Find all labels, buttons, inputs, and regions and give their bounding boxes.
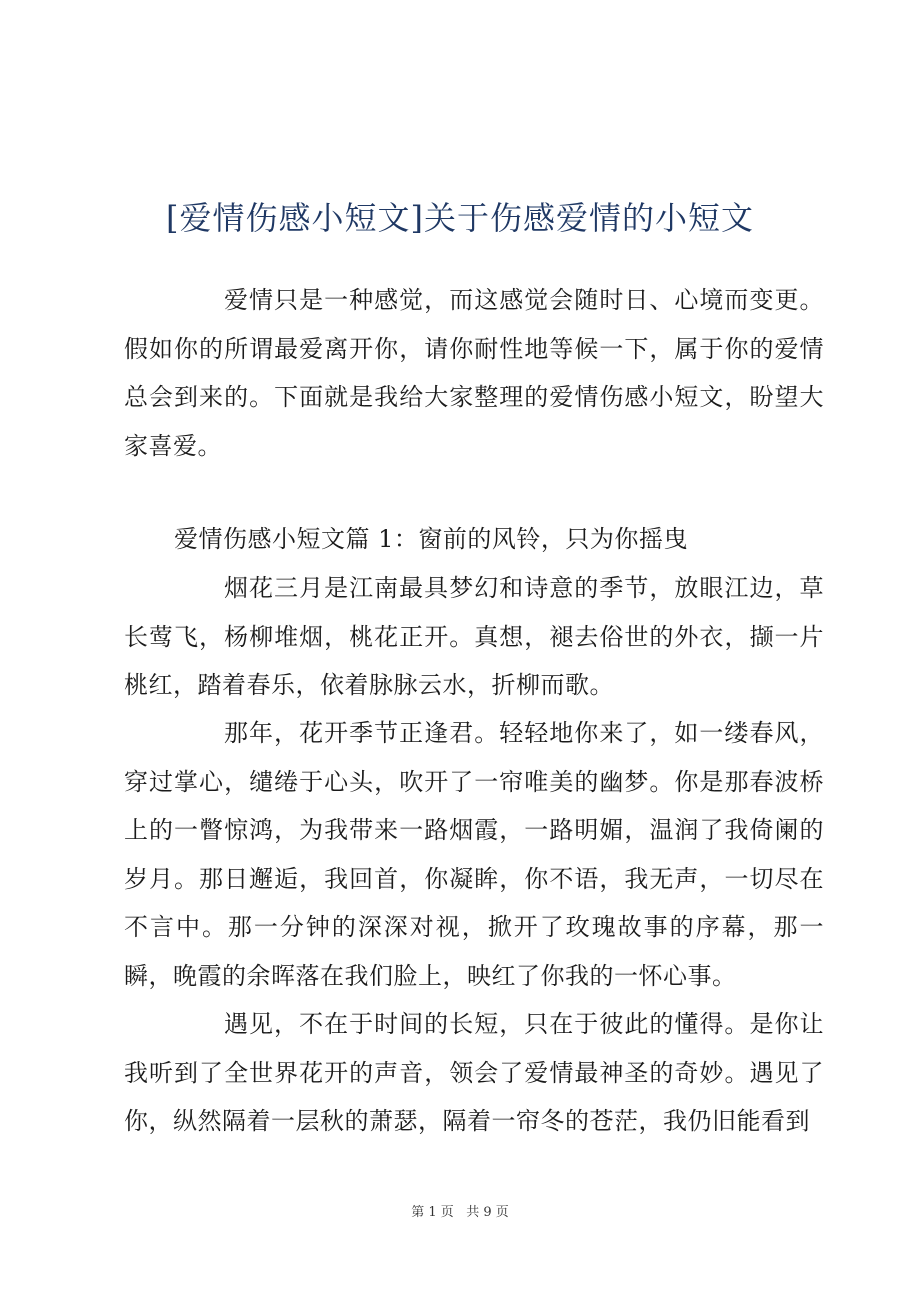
intro-paragraph: 爱情只是一种感觉，而这感觉会随时日、心境而变更。假如你的所谓最爱离开你，请你耐性地等候一下，属于你的爱情总会到来的。下面就是我给大家整理的爱情伤感小短文，盼望大家喜爱。 [124, 286, 824, 460]
body-paragraph-1: 烟花三月是江南最具梦幻和诗意的季节，放眼江边，草长莺飞，杨柳堆烟，桃花正开。真想，褪去俗世的外衣，撷一片桃红，踏着春乐，依着脉脉云水，折柳而歌。 [124, 574, 824, 699]
page-number: 第 1 页 [411, 1205, 454, 1220]
section-heading: 爱情伤感小短文篇 1：窗前的风铃，只为你摇曳 [174, 525, 688, 553]
body-paragraph-2: 那年，花开季节正逢君。轻轻地你来了，如一缕春风，穿过掌心，缱绻于心头，吹开了一帘唯美的幽梦。你是那春波桥上的一瞥惊鸿，为我带来一路烟霞，一路明媚，温润了我倚阑的岁月。那日邂逅，我回首，你凝眸，你不语，我无声，一切尽在不言中。那一分钟的深深对视，掀开了玫瑰故事的序幕，那一瞬，晚霞的余晖落在我们脸上，映红了你我的一怀心事。 [124, 719, 824, 990]
body-paragraph-3: 遇见，不在于时间的长短，只在于彼此的懂得。是你让我听到了全世界花开的声音，领会了爱情最神圣的奇妙。遇见了你，纵然隔着一层秋的萧瑟，隔着一帘冬的苍茫，我仍旧能看到 [124, 1010, 824, 1135]
page-title: [爱情伤感小短文]关于伤感爱情的小短文 [166, 199, 754, 237]
page-total: 共 9 页 [466, 1205, 509, 1220]
page-footer [0, 1203, 920, 1223]
